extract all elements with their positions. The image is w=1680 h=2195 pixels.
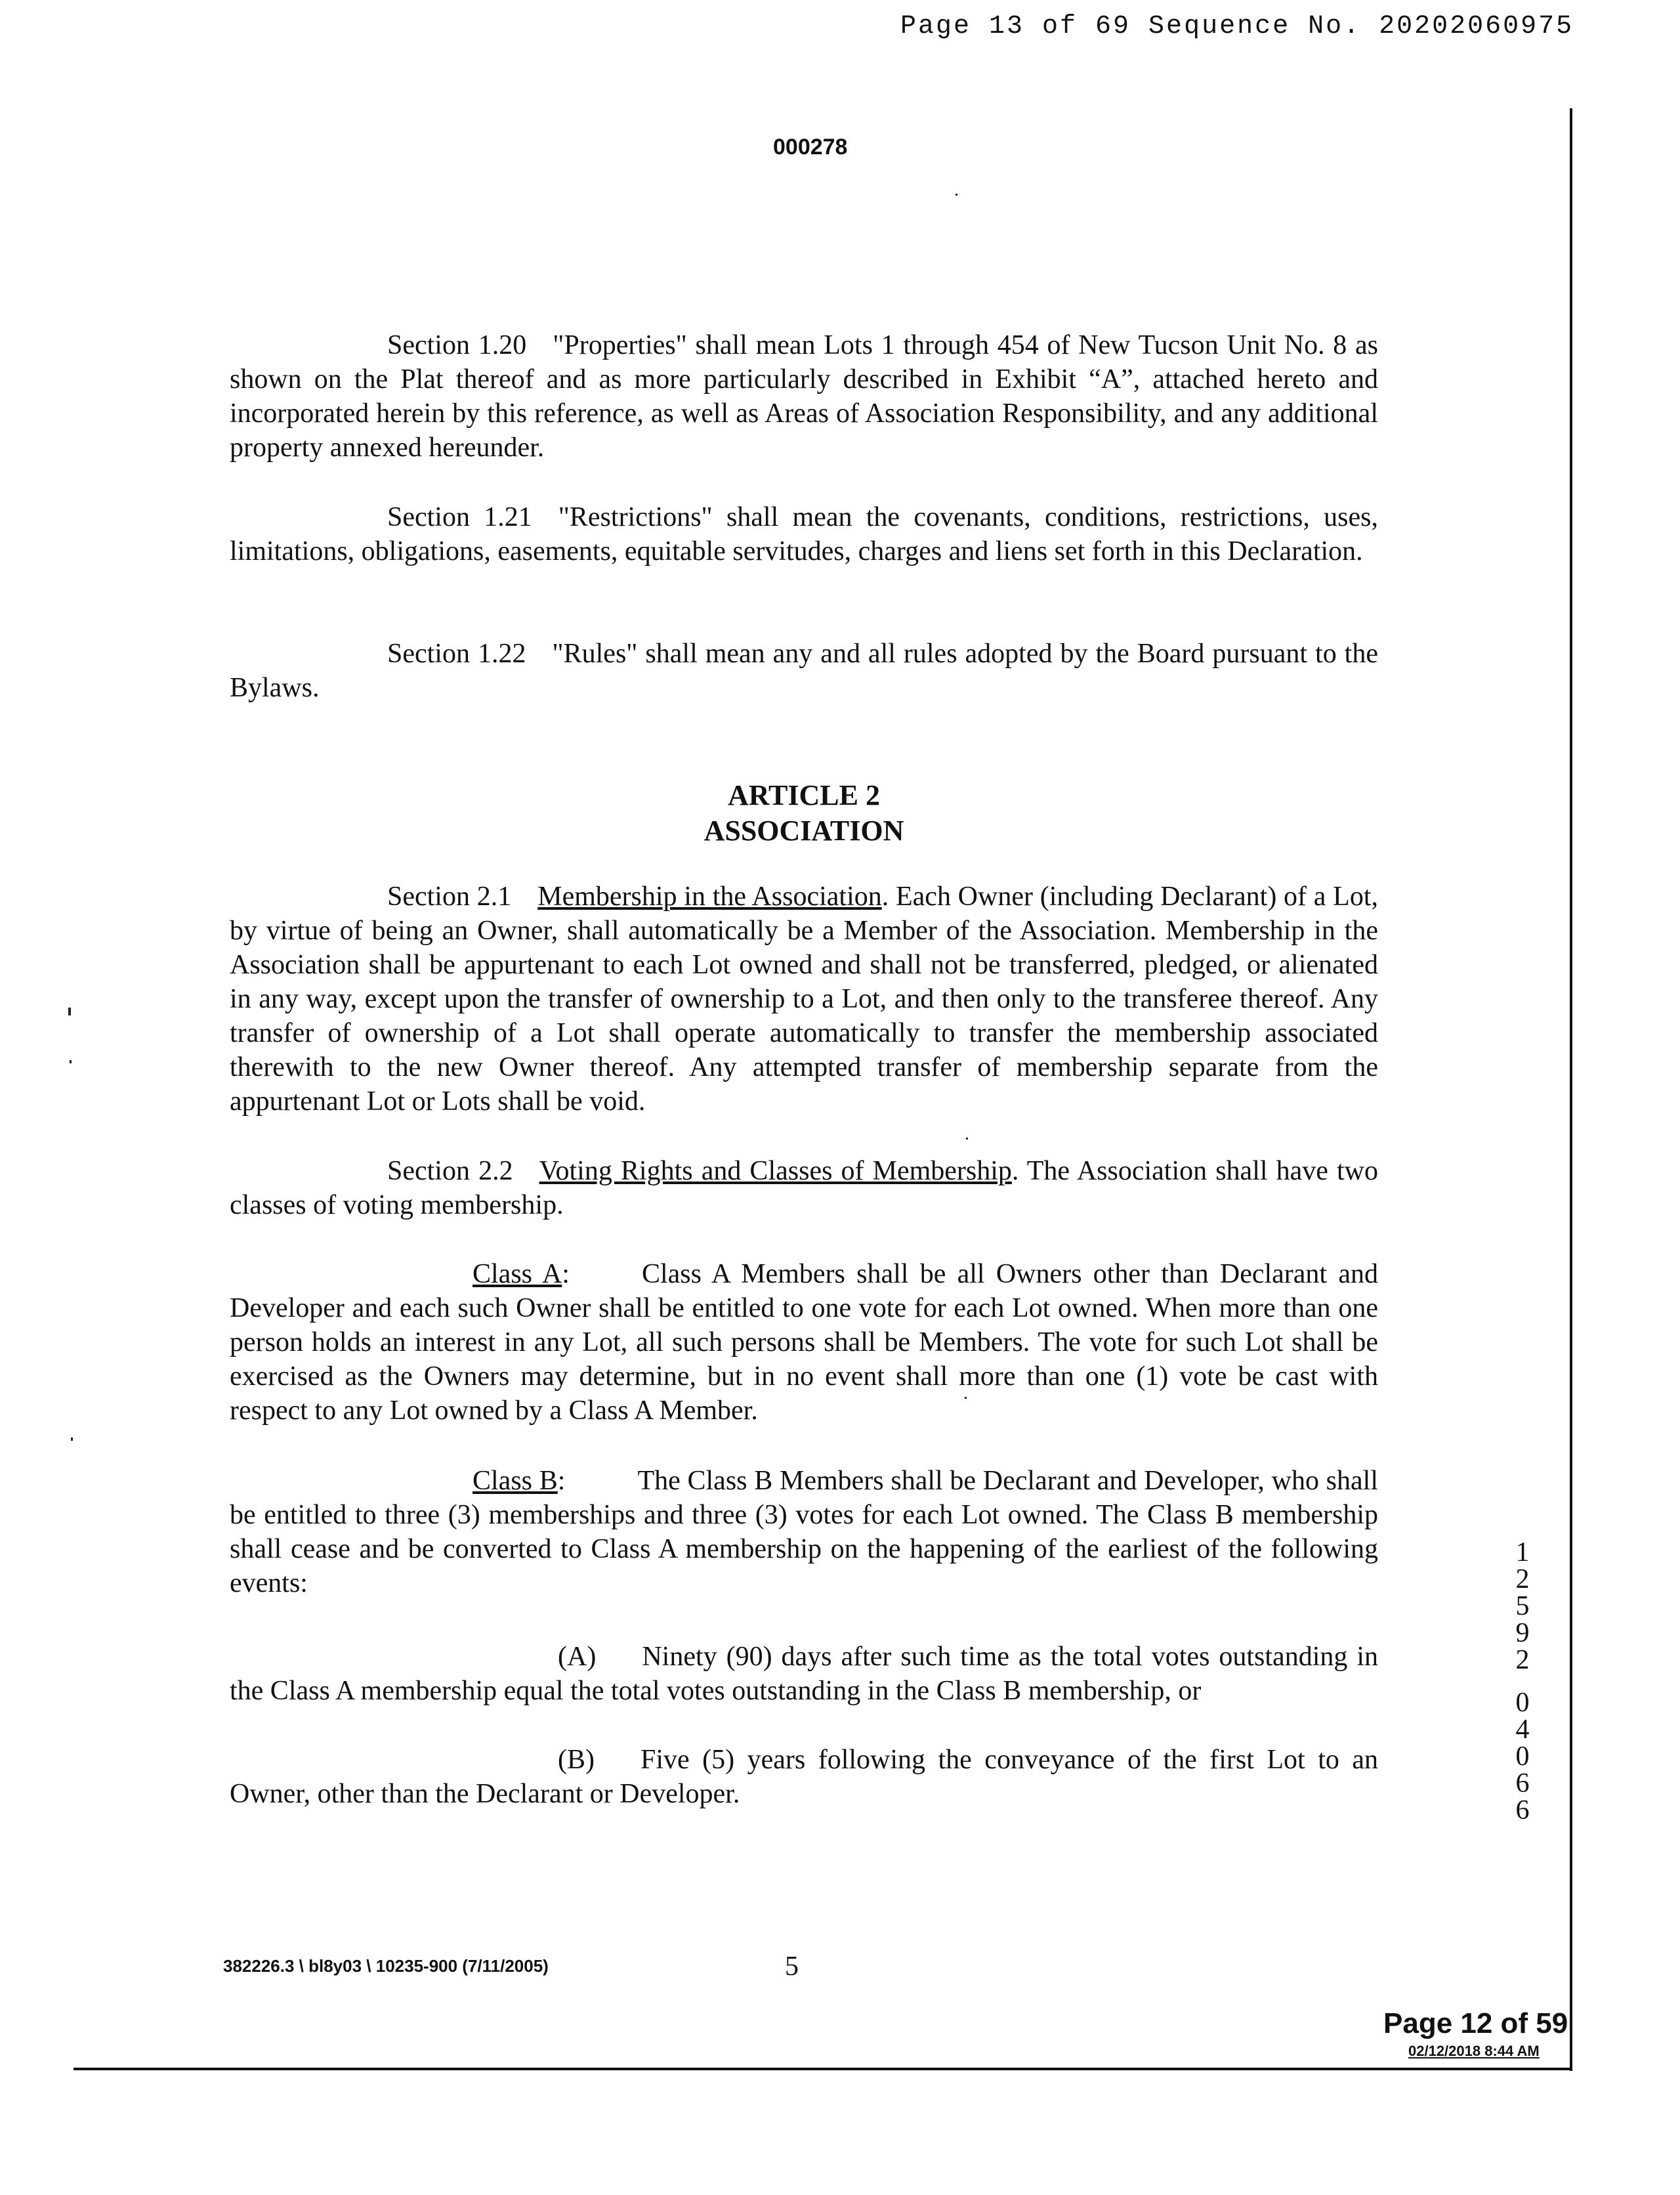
stamp-digit: 6 bbox=[1515, 1768, 1530, 1799]
stamp-digit: 2 bbox=[1515, 1645, 1530, 1675]
class-label: Class B bbox=[472, 1466, 558, 1496]
scan-speck bbox=[70, 1060, 72, 1063]
section-label: Section 1.22 bbox=[387, 639, 526, 669]
section-1-22 bbox=[230, 637, 1378, 705]
scan-speck bbox=[956, 194, 957, 196]
page-number: 5 bbox=[785, 1951, 799, 1982]
class-text: Class A Members shall be all Owners other than Declarant and Developer and each such Owner shall be entitled to one vote for each Lot owned. When more than one person holds an interest in any Lot, all such persons shall be Members. The vote for such Lot shall be exercised as the Owners may determine, but in no event shall more than one (1) vote be cast with respect to any Lot owned by a Class A Member. bbox=[230, 1259, 1378, 1426]
article-heading bbox=[230, 778, 1378, 849]
item-text: Five (5) years following the conveyance of the first Lot to an Owner, other than the Declarant or Developer. bbox=[230, 1745, 1378, 1809]
article-number: ARTICLE 2 bbox=[728, 779, 880, 811]
scan-speck bbox=[68, 1008, 71, 1015]
bottom-rule bbox=[74, 2068, 1572, 2070]
section-text: The Association shall have two classes of voting membership. bbox=[230, 1156, 1378, 1220]
page-of-label: Page 12 of 59 bbox=[1383, 2007, 1568, 2039]
class-text: The Class B Members shall be Declarant and Developer, who shall be entitled to three (3) memberships and three (3) votes for each Lot owned. The Class B membership shall cease and be converted to Class A membership on the happening of the earliest of the following events: bbox=[230, 1466, 1379, 1598]
class-b-paragraph: Class B: The Class B Members shall be Declarant and Developer, who shall be entitled to three (3) memberships and three (3) votes for each Lot owned. The Class B membership shall cease and be converted to Class A membership on the happening of the earliest of the following events: bbox=[230, 1466, 1379, 1598]
stamp-digit: 9 bbox=[1515, 1618, 1530, 1648]
section-text: Each Owner (including Declarant) of a Lot, by virtue of being an Owner, shall automatically be a Member of the Association. Membership in the Association shall be appurtenant to each Lot owned and shall not be transferred, pledged, or alienated in any way, except upon the transfer of ownership to a Lot, and then only to the transferee thereof. Any transfer of ownership of a Lot shall operate automatically to transfer the membership associated therewith to the new Owner thereof. Any attempted transfer of membership separate from the appurtenant Lot or Lots shall be void. bbox=[230, 882, 1378, 1117]
page-header: Page 13 of 69 Sequence No. 20202060975 bbox=[900, 12, 1574, 41]
stamp-digit: 6 bbox=[1515, 1795, 1530, 1825]
section-label: Section 2.2 bbox=[387, 1156, 513, 1186]
stamp-digit: 4 bbox=[1515, 1715, 1530, 1745]
item-label: (B) bbox=[558, 1745, 595, 1775]
section-1-20 bbox=[230, 328, 1378, 465]
item-a-paragraph bbox=[230, 1640, 1378, 1708]
stamp-digit: 1 bbox=[1515, 1537, 1530, 1567]
stamp-digit: 2 bbox=[1515, 1564, 1530, 1594]
section-1-21 bbox=[230, 500, 1378, 568]
document-reference: 382226.3 \ bl8y03 \ 10235-900 (7/11/2005) bbox=[223, 1956, 549, 1976]
section-heading: Voting Rights and Classes of Membership bbox=[539, 1156, 1012, 1186]
class-label: Class A bbox=[472, 1259, 562, 1289]
right-margin-rule bbox=[1570, 108, 1572, 2071]
vertical-recording-stamp bbox=[1509, 1539, 1536, 1824]
article-title: ASSOCIATION bbox=[704, 815, 904, 847]
scan-speck bbox=[966, 1138, 968, 1140]
section-label: Section 1.20 bbox=[387, 330, 527, 360]
class-a-paragraph: Class A: Class A Members shall be all Owners other than Declarant and Developer and each such Owner shall be entitled to one vote for each Lot owned. When more than one person holds an interest in any Lot, all such persons shall be Members. The vote for such Lot shall be exercised as the Owners may determine, but in no event shall more than one (1) vote be cast with respect to any Lot owned by a Class A Member. bbox=[230, 1259, 1378, 1426]
item-text: Ninety (90) days after such time as the total votes outstanding in the Class A membership equal the total votes outstanding in the Class B membership, or bbox=[230, 1642, 1378, 1706]
section-label: Section 2.1 bbox=[387, 882, 512, 912]
item-b-paragraph bbox=[230, 1743, 1378, 1811]
item-label: (A) bbox=[558, 1642, 597, 1672]
section-label: Section 1.21 bbox=[387, 502, 532, 532]
scan-speck bbox=[965, 1397, 967, 1399]
stamp-digit: 5 bbox=[1515, 1591, 1530, 1621]
section-text: "Rules" shall mean any and all rules adopted by the Board pursuant to the Bylaws. bbox=[230, 639, 1378, 703]
section-2-2: Section 2.2 Voting Rights and Classes of Membership. The Association shall have two classes of voting membership. bbox=[230, 1156, 1378, 1220]
section-text: "Properties" shall mean Lots 1 through 454 of New Tucson Unit No. 8 as shown on the Plat thereof and as more particularly described in Exhibit “A”, attached hereto and incorporated herein by this reference, as well as Areas of Association Responsibility, and any additional property annexed hereunder. bbox=[230, 330, 1379, 463]
section-text: "Restrictions" shall mean the covenants, conditions, restrictions, uses, limitations, obligations, easements, equitable servitudes, charges and liens set forth in this Declaration. bbox=[230, 502, 1378, 566]
section-heading: Membership in the Association bbox=[537, 882, 882, 912]
section-2-1: Section 2.1 Membership in the Association. Each Owner (including Declarant) of a Lot, by virtue of being an Owner, shall automatically be a Member of the Association. Membership in the Association shall be appurtenant to each Lot owned and shall not be transferred, pledged, or alienated in any way, except upon the transfer of ownership to a Lot, and then only to the transferee thereof. Any transfer of ownership of a Lot shall operate automatically to transfer the membership associated therewith to the new Owner thereof. Any attempted transfer of membership separate from the appurtenant Lot or Lots shall be void. bbox=[230, 882, 1378, 1117]
stamp-digit: 0 bbox=[1515, 1741, 1530, 1772]
stamp-digit: 0 bbox=[1515, 1688, 1530, 1718]
scan-speck bbox=[71, 1438, 73, 1441]
document-number: 000278 bbox=[773, 135, 848, 160]
timestamp: 02/12/2018 8:44 AM bbox=[1408, 2043, 1540, 2059]
